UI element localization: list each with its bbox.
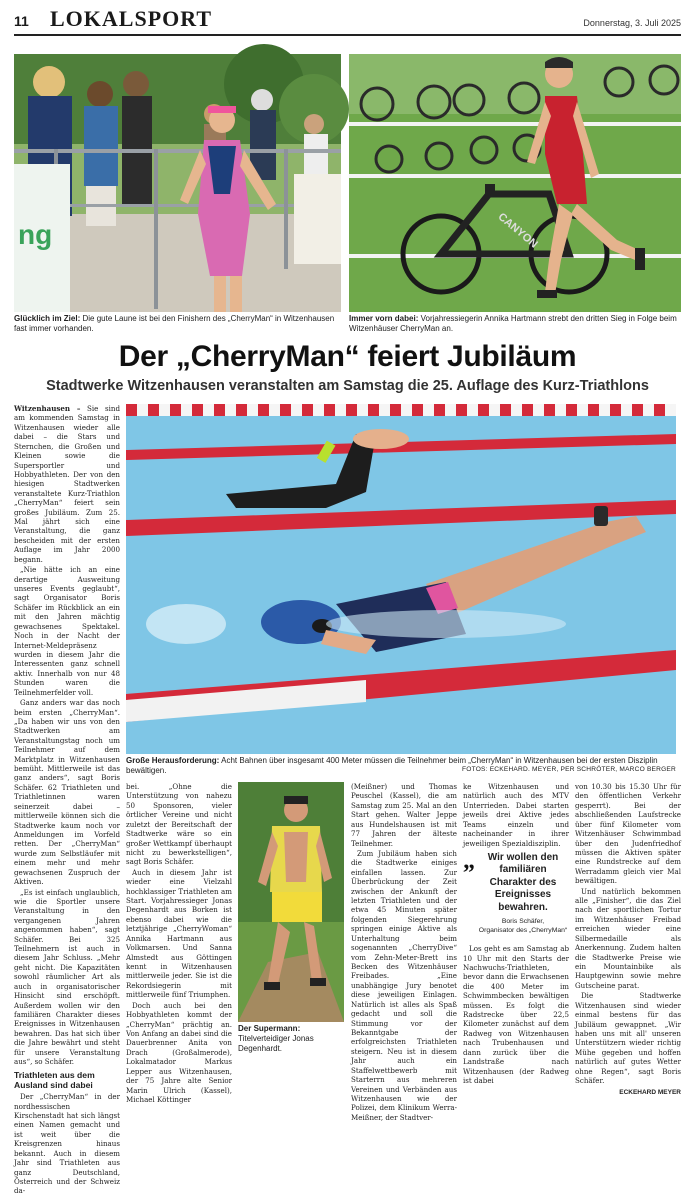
caption-text: Die gute Laune ist bei den Finishern des „CherryMan“ in Witzenhausen fast immer vorhanden. bbox=[14, 314, 335, 333]
article-column-1 bbox=[14, 404, 120, 1196]
caption-label: Glücklich im Ziel: bbox=[14, 314, 81, 323]
dateline: Witzenhausen – bbox=[14, 404, 81, 413]
runner-caption bbox=[238, 1024, 344, 1054]
quote-text: Wir wollen den familiären Charakter des Ereignisses bewahren. bbox=[487, 851, 559, 913]
paragraph: Sie sind am kommenden Samstag in Witzenhausen wieder alle dabei – die Stars und Sternchen, die Großen und Kleinen sowie die Supersportler und Hobbyathleten. Der von den hiesigen Stadtwerken veranstaltete Kurz-Triathlon „CherryMan“ feiert sein großes Jubiläum. Zum 25. Mal jährt sich eine Veranstaltung, die ganz bescheiden mit der ersten Auflage im Jahr 2000 begann. bbox=[14, 404, 120, 564]
finish-line-photo bbox=[14, 54, 341, 312]
issue-date: Donnerstag, 3. Juli 2025 bbox=[583, 18, 681, 28]
article-column-2 bbox=[126, 782, 232, 1104]
caption-label: Der Supermann: bbox=[238, 1024, 301, 1033]
paragraph: von 10.30 bis 15.30 Uhr für den öffentlichen Verkehr gesperrt). Bei der abschließenden Laufstrecke über fünf Kilometer vom Witzenhäuser Schwimmbad über den Judenfriedhof müssen die Aktiven später eine Rundstrecke auf dem Werradamm gleich vier Mal bewältigen. bbox=[575, 782, 681, 886]
caption-label: Immer vorn dabei: bbox=[349, 314, 419, 323]
section-title: LOKALSPORT bbox=[50, 6, 213, 31]
article-subheadline: Stadtwerke Witzenhausen veranstalten am Samstag die 25. Auflage des Kurz-Triathlons bbox=[46, 378, 649, 394]
swimmer-pool-photo bbox=[126, 404, 676, 754]
quote-mark-icon: „ bbox=[463, 847, 475, 874]
runner-photo bbox=[238, 782, 344, 1022]
paragraph: Der „CherryMan“ in der nordhessischen Kirschenstadt hat sich längst einen Namen gemacht und ist weit über die Kreisgrenzen hinaus bekannt. Auch in diesem Jahr sind Triathleten aus ganz Deutschland, Österreich und der Schweiz da- bbox=[14, 1092, 120, 1196]
page-number: 11 bbox=[14, 13, 29, 29]
page-header bbox=[14, 6, 681, 36]
caption-text: Titelverteidiger Jonas Degenhardt. bbox=[238, 1034, 314, 1053]
pull-quote bbox=[463, 847, 569, 936]
finish-line-caption bbox=[14, 314, 341, 334]
paragraph: „Es ist einfach unglaublich, wie die Sportler unsere Veranstaltung in den vergangenen Jahren angenommen haben“, sagt Schäfer. Bei 325 Teilnehmern ist auch in diesem Jahr Schluss. „Mehr geht nicht. Die Kapazitäten sowohl räumlicher Art als auch in organisatorischer Hinsicht sind erschöpft. Außerdem wollen wir den familiären Charakter dieses Ereignisses in Witzenhausen bewahren. Das hat sich über die Jahre bewährt und steht für unsere Veranstaltung aus“, so Schäfer. bbox=[14, 887, 120, 1067]
svg-text:CANYON: CANYON bbox=[495, 210, 540, 251]
paragraph: bei. „Ohne die Unterstützung von nahezu 50 Sponsoren, vieler örtlicher Vereine und nicht zuletzt der Bereitschaft der Stadtwerke wäre so ein großer Wettkampf überhaupt nicht zu bewerkstelligen“, sagt Boris Schäfer. bbox=[126, 782, 232, 867]
paragraph: Ganz anders war das noch beim ersten „CherryMan“. „Da haben wir uns von den Stadtwerken am Veranstaltungstag noch um Teilnehmer auf dem Marktplatz in Witzenhausen bemüht. Mittlerweile ist das ganz anders“, sagt Boris Schäfer. 62 Triathleten und Triathletinnen waren seinerzeit dabei – mittlerweile können sich die Stadtwerke kaum noch vor Anmeldungen im Vorfeld retten. Der „CherryMan“ wurde zum Selbstläufer mit einem mehr und mehr gewachsenen Zuspruch der Aktiven. bbox=[14, 698, 120, 887]
paragraph: Auch in diesem Jahr ist wieder eine Vielzahl hochklassiger Triathleten am Start. Vorjahressieger Jonas Degenhardt aus Borken ist ebenso dabei wie die letztjährige „CherryWoman“ Annika Hartmann aus Volkmarsen. Und Sanna Almstedt aus Göttingen kennt in Witzenhausen mittlerweile jeder. Sie ist die Rekordsiegerin mit mittlerweile fünf Triumphen. bbox=[126, 867, 232, 1000]
article-column-5 bbox=[575, 782, 681, 1096]
caption-label: Große Herausforderung: bbox=[126, 756, 220, 765]
quote-role: Organisator des „CherryMan“ bbox=[478, 927, 568, 935]
photo-credit: FOTOS: ECKEHARD. MEYER, PER SCHRÖTER, MARCO BERGER bbox=[462, 766, 676, 773]
article-column-3 bbox=[351, 782, 457, 1122]
caption-text: Vorjahressiegerin Annika Hartmann strebt den dritten Sieg in Folge beim Witzenhäuser CherryMan an. bbox=[349, 314, 677, 333]
svg-text:ng: ng bbox=[18, 219, 53, 250]
paragraph: „Nie hätte ich an eine derartige Ausweitung unseres Events geglaubt“, sagt Organisator Boris Schäfer im Rückblick an ein mit den Jahren mächtig gewachsenes Spektakel. Noch in der Nacht der Internet-Meldepräsenz wurden in diesem Jahr die Interessenten ganz schnell aktiv. Innerhalb von nur 48 Stunden waren die Teilnehmerfelder voll. bbox=[14, 565, 120, 697]
intertitle: Triathleten aus dem Ausland sind dabei bbox=[14, 1069, 95, 1090]
paragraph: ke Witzenhausen und natürlich auch des MTV Unterrieden. Dabei starten jeweils drei Aktive jedes Teams einzeln und nacheinander in ihrer jeweiligen Spezialdisziplin. bbox=[463, 782, 569, 848]
quote-author: Boris Schäfer, bbox=[501, 918, 545, 926]
transition-zone-caption bbox=[349, 314, 681, 334]
paragraph: (Meißner) und Thomas Peuschel (Kassel), die am Samstag zum 25. Mal an den Start gehen. Walter Jeppe aus Hundelshausen ist mit 77 Jahren der älteste Teilnehmer. bbox=[351, 782, 457, 848]
paragraph: Und natürlich bekommen alle „Finisher“, die das Ziel nach der sportlichen Tortur im Witzenhäuser Freibad erreichen wieder eine Silbermedaille als Anerkennung. Zudem halten die Stadtwerke Preise wie ein Mountainbike als Hauptgewinn sowie mehre Gutscheine parat. bbox=[575, 886, 681, 990]
paragraph: Doch auch bei den Hobbyathleten kommt der „CherryMan“ prächtig an. Von Anfang an dabei sind die Dauerbrenner Anita von Drach (Großalmerode), Lokalmatador Markus Lepper aus Witzenhausen, der 75 Jahre alte Senior Marin Ulrich (Kassel), Michael Köttinger bbox=[126, 1000, 232, 1104]
paragraph: Die Stadtwerke Witzenhausen sind wieder einmal bestens für das Jubiläum gewappnet. „Wir haben uns mit all' unseren Unterstützern wieder richtig Mühe gegeben und hoffen natürlich auf gutes Wetter ohne Regen“, sagt Boris Schäfer. bbox=[575, 991, 681, 1086]
paragraph: Los geht es am Samstag ab 10 Uhr mit den Starts der Nachwuchs-Triathleten, bevor dann die Erwachsenen die 400 Meter im Schwimmbecken bewältigen müssen. Es folgt die Radstrecke über 22,5 Kilometer zunächst auf dem Radweg von Witzenhausen nach Trubenhausen und dann zurück über die Landstraße nach Witzenhausen (der Radweg ist dabei bbox=[463, 944, 569, 1086]
caption-text: Acht Bahnen über insgesamt 400 Meter müssen die Teilnehmer beim „CherryMan“ in Witzenhausen bei der ersten Disziplin bewältigen. bbox=[126, 756, 658, 775]
author-signature: ECKEHARD MEYER bbox=[619, 1088, 681, 1096]
article-headline: Der „CherryMan“ feiert Jubiläum bbox=[118, 340, 577, 373]
paragraph: Zum Jubiläum haben sich die Stadtwerke einiges einfallen lassen. Zur Überbrückung der Zeit zwischen der Ankunft der letzten Triathleten und der etwa 45 Minuten später folgenden Siegerehrung springen einige Aktive als Unterhaltung beim sogenannten „CherryDive“ vom Zehn-Meter-Brett ins Becken des Witzenhäuser Freibades. „Eine unabhängige Jury benotet diese jeweiligen Einlagen. Natürlich ist alles als Spaß gedacht und soll die Stimmung vor der Bekanntgabe der erfolgreichsten Triathleten steigern. Neu ist in diesem Jahr auch ein Staffelwettbewerb mit Starterrn aus mehreren Vereinen und Verbänden aus Witzenhausen wie der Polizei, dem Klinikum Werra-Meißner, der Stadtver- bbox=[351, 848, 457, 1122]
transition-zone-photo bbox=[349, 54, 681, 312]
article-column-4 bbox=[463, 782, 569, 1086]
